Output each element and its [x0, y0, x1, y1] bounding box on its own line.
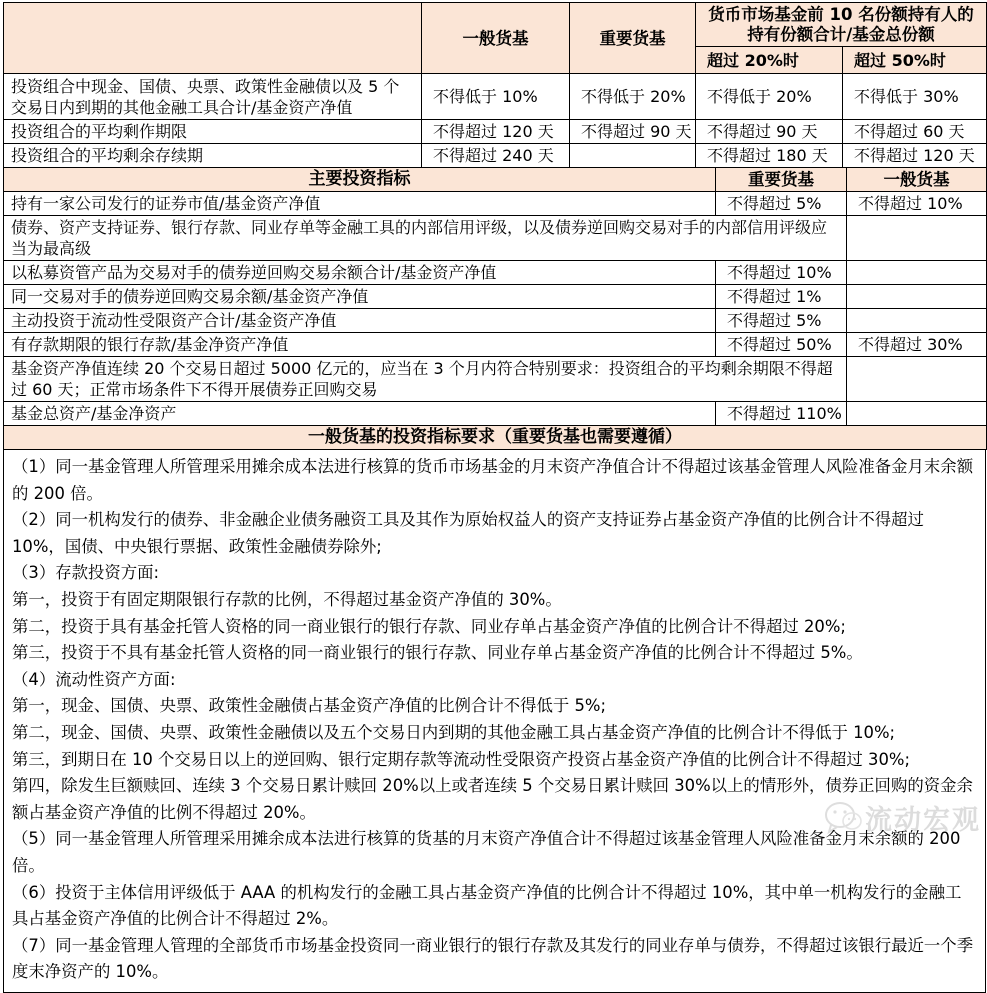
col-header-over-20: 超过 20%时	[696, 47, 843, 74]
table-row	[4, 216, 987, 261]
col-header-top10-holders: 货币市场基金前 10 名份额持有人的持有份额合计/基金总份额	[696, 3, 987, 47]
cell-over50: 不得超过 60 天	[843, 120, 987, 144]
requirement-paragraph: 第三，到期日在 10 个交易日以上的逆回购、银行定期存款等流动性受限资产投资占基金资产净值的比例合计不得超过 30%;	[12, 749, 910, 769]
requirement-paragraph: （1）同一基金管理人所管理采用摊余成本法进行核算的货币市场基金的月末资产净值合计不得超过该基金管理人风险准备金月末余额的 200 倍。	[12, 457, 974, 503]
col-header-important: 重要货基	[570, 3, 696, 74]
section-header-row	[4, 426, 987, 450]
col-header-important: 重要货基	[716, 168, 847, 192]
cell-general	[847, 402, 987, 426]
requirement-paragraph: （4）流动性资产方面:	[12, 669, 176, 689]
cell-over20: 不得超过 180 天	[696, 144, 843, 168]
cell-important	[570, 144, 696, 168]
row-label: 投资组合的平均剩余存续期	[4, 144, 422, 168]
requirements-header-table	[3, 425, 987, 450]
row-label: 基金总资产/基金净资产	[4, 402, 716, 426]
table-row	[4, 333, 987, 357]
row-label: 有存款期限的银行存款/基金净资产净值	[4, 333, 716, 357]
cell-important: 不得超过 5%	[716, 309, 847, 333]
table-row	[4, 285, 987, 309]
cell-general: 不得超过 30%	[847, 333, 987, 357]
table-row	[4, 309, 987, 333]
requirement-paragraph: 第一，现金、国债、央票、政策性金融债占基金资产净值的比例合计不得低于 5%;	[12, 696, 607, 716]
requirement-paragraph: （2）同一机构发行的债券、非金融企业债务融资工具及其作为原始权益人的资产支持证券占基金资产净值的比例合计不得超过 10%，国债、中央银行票据、政策性金融债券除外;	[12, 510, 924, 556]
row-label: 债券、资产支持证券、银行存款、同业存单等金融工具的内部信用评级，以及债券逆回购交易对手的内部信用评级应当为最高级	[4, 216, 847, 261]
requirement-paragraph: （6）投资于主体信用评级低于 AAA 的机构发行的金融工具占基金资产净值的比例合计不得超过 10%，其中单一机构发行的金融工具占基金资产净值的比例合计不得超过 2%。	[12, 882, 962, 929]
table-row	[4, 120, 987, 144]
requirement-paragraph: （5）同一基金管理人所管理采用摊余成本法进行核算的货基的月末资产净值合计不得超过该基金管理人风险准备金月末余额的 200 倍。	[12, 829, 961, 875]
cell-general: 不得超过 10%	[847, 192, 987, 216]
requirement-paragraph: 第二，现金、国债、央票、政策性金融债以及五个交易日内到期的其他金融工具占基金资产净值的比例合计不得低于 10%;	[12, 722, 896, 742]
table-header-row	[4, 3, 987, 47]
table-row	[4, 144, 987, 168]
cell-general: 不得低于 10%	[422, 74, 570, 120]
row-label: 投资组合中现金、国债、央票、政策性金融债以及 5 个交易日内到期的其他金融工具合计/基金资产净值	[4, 74, 422, 120]
requirement-paragraph: 第二，投资于具有基金托管人资格的同一商业银行的银行存款、同业存单占基金资产净值的比例合计不得超过 20%;	[12, 616, 846, 636]
watermark-text: 流动宏观	[865, 805, 981, 836]
cell-general: 不得超过 120 天	[422, 120, 570, 144]
requirement-paragraph: 第三，投资于不具有基金托管人资格的同一商业银行的银行存款、同业存单占基金资产净值的比例合计不得超过 5%。	[12, 643, 863, 663]
table-row	[4, 357, 987, 402]
col-header-general: 一般货基	[847, 168, 987, 192]
requirements-text-block	[3, 450, 986, 993]
cell-important: 不得超过 1%	[716, 285, 847, 309]
cell-important: 不得超过 50%	[716, 333, 847, 357]
cell-over50: 不得低于 30%	[843, 74, 987, 120]
cell-general	[847, 261, 987, 285]
main-indicators-table	[3, 167, 987, 426]
row-label: 同一交易对手的债券逆回购交易余额/基金资产净值	[4, 285, 716, 309]
requirement-paragraph: （7）同一基金管理人管理的全部货币市场基金投资同一商业银行的银行存款及其发行的同业存单与债券，不得超过该银行最近一个季度末净资产的 10%。	[12, 935, 974, 982]
table-row	[4, 192, 987, 216]
cell-important: 不得低于 20%	[570, 74, 696, 120]
section-header-row	[4, 168, 987, 192]
cell-general	[847, 309, 987, 333]
cell-important: 不得超过 90 天	[570, 120, 696, 144]
col-header-over-50: 超过 50%时	[843, 47, 987, 74]
cell-important: 不得超过 5%	[716, 192, 847, 216]
row-label: 持有一家公司发行的证券市值/基金资产净值	[4, 192, 716, 216]
cell-general	[847, 216, 987, 261]
table-row	[4, 261, 987, 285]
table-row	[4, 74, 987, 120]
section-title-requirements: 一般货基的投资指标要求（重要货基也需要遵循）	[4, 426, 987, 450]
requirement-paragraph: （3）存款投资方面:	[12, 563, 160, 583]
section-title-main-indicators: 主要投资指标	[4, 168, 716, 192]
requirement-paragraph: 第四，除发生巨额赎回、连续 3 个交易日累计赎回 20%以上或者连续 5 个交易日累计赎回 30%以上的情形外，债券正回购的资金余额占基金资产净值的比例不得超过 20%。	[12, 776, 973, 822]
cell-over50: 不得超过 120 天	[843, 144, 987, 168]
col-header-general: 一般货基	[422, 3, 570, 74]
cell-general: 不得超过 240 天	[422, 144, 570, 168]
cell-over20: 不得低于 20%	[696, 74, 843, 120]
fund-limits-table	[3, 2, 987, 168]
row-label: 以私募资管产品为交易对手的债券逆回购交易余额合计/基金资产净值	[4, 261, 716, 285]
cell-over20: 不得超过 90 天	[696, 120, 843, 144]
corner-cell	[4, 3, 422, 74]
cell-important: 不得超过 10%	[716, 261, 847, 285]
cell-general	[847, 285, 987, 309]
row-label: 投资组合的平均剩作期限	[4, 120, 422, 144]
row-label: 主动投资于流动性受限资产合计/基金资产净值	[4, 309, 716, 333]
cell-general	[847, 357, 987, 402]
requirement-paragraph: 第一，投资于有固定期限银行存款的比例，不得超过基金资产净值的 30%。	[12, 589, 562, 609]
row-label: 基金资产净值连续 20 个交易日超过 5000 亿元的，应当在 3 个月内符合特别要求：投资组合的平均剩余期限不得超过 60 天；正常市场条件下不得开展债券正回购交易	[4, 357, 847, 402]
cell-important: 不得超过 110%	[716, 402, 847, 426]
table-row	[4, 402, 987, 426]
